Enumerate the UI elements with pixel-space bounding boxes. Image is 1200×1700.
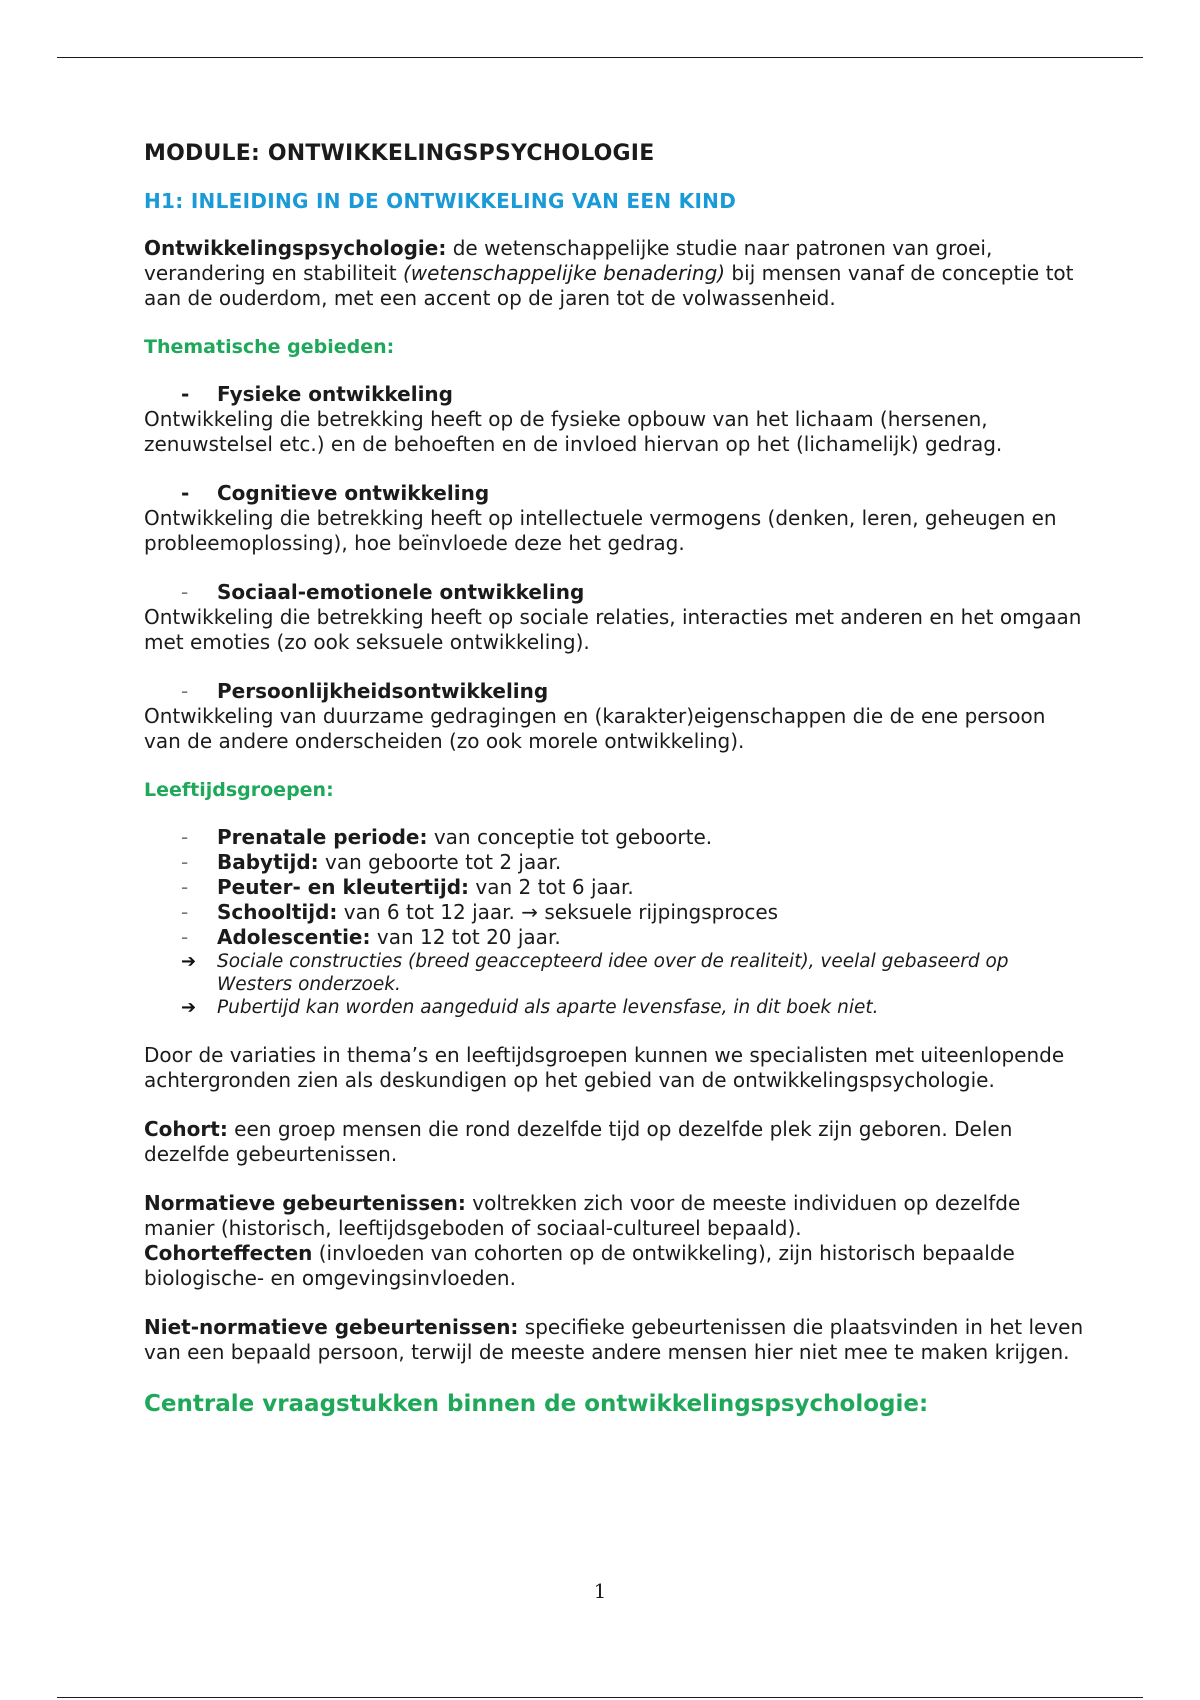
theme-title: Sociaal-emotionele ontwikkeling (217, 580, 585, 604)
central-questions-heading: Centrale vraagstukken binnen de ontwikkelingspsychologie: (144, 1391, 929, 1417)
arrow-icon: ➔ (181, 997, 197, 1018)
theme-item (144, 679, 1084, 754)
theme-title: Persoonlijkheidsontwikkeling (217, 679, 549, 703)
bullet-dash: - (181, 850, 189, 874)
cohort-term: Cohort: (144, 1117, 228, 1141)
definition-text-1: de wetenschappelijke studie naar patronen van groei, verandering en stabiliteit (144, 236, 993, 285)
document-body (144, 140, 1084, 1419)
list-item-note: ➔ Sociale constructies (breed geaccepteerd idee over de realiteit), veelal gebaseerd op Westers onderzoek. (144, 950, 1084, 996)
bullet-dash: - (181, 679, 189, 703)
age-group-list (144, 825, 1084, 1019)
ages-heading: Leeftijdsgroepen: (144, 779, 334, 801)
page-number: 1 (593, 1579, 607, 1603)
arrow-icon: ➔ (181, 951, 197, 972)
theme-description: Ontwikkeling die betrekking heeft op sociale relaties, interacties met anderen en het omgaan met emoties (zo ook seksuele ontwikkeling). (144, 605, 1082, 654)
chapter-heading: H1: INLEIDING IN DE ONTWIKKELING VAN EEN KIND (144, 189, 737, 213)
theme-title: Fysieke ontwikkeling (217, 382, 453, 406)
list-item-note: ➔ Pubertijd kan worden aangeduid als aparte levensfase, in dit boek niet. (144, 996, 1084, 1019)
theme-item (144, 580, 1084, 655)
header-rule (57, 57, 1143, 58)
theme-description: Ontwikkeling van duurzame gedragingen en (karakter)eigenschappen die de ene persoon van de andere onderscheiden (zo ook morele ontwikkeling). (144, 704, 1046, 753)
bullet-dash: - (181, 900, 189, 924)
list-item: - Prenatale periode: van conceptie tot geboorte. (144, 825, 1084, 850)
definition-term: Ontwikkelingspsychologie: (144, 236, 447, 260)
non-normative-term: Niet-normatieve gebeurtenissen: (144, 1315, 519, 1339)
definition-italic: (wetenschappelijke benadering) (402, 261, 726, 285)
bullet-dash: - (181, 825, 189, 849)
bullet-dash: - (181, 925, 189, 949)
themes-heading: Thematische gebieden: (144, 336, 395, 358)
normative-term: Normatieve gebeurtenissen: (144, 1191, 466, 1215)
bullet-dash: - (181, 875, 189, 899)
bullet-dash: - (181, 580, 189, 604)
normative-paragraph: Normatieve gebeurtenissen: voltrekken zich voor de meeste individuen op dezelfde manier (historisch, leeftijdsgeboden of sociaal-cultureel bepaald). (144, 1191, 1021, 1240)
footer-rule (57, 1697, 1143, 1698)
non-normative-paragraph: Niet-normatieve gebeurtenissen: specifieke gebeurtenissen die plaatsvinden in het leven van een bepaald persoon, terwijl de meeste andere mensen hier niet mee te maken krijgen. (144, 1315, 1084, 1364)
cohort-effects-term: Cohorteffecten (144, 1241, 313, 1265)
list-item: - Adolescentie: van 12 tot 20 jaar. (144, 925, 1084, 950)
theme-item (144, 382, 1084, 457)
bullet-dash: - (181, 382, 190, 406)
definition-paragraph (144, 236, 1084, 311)
cohort-paragraph: Cohort: een groep mensen die rond dezelfde tijd op dezelfde plek zijn geboren. Delen dezelfde gebeurtenissen. (144, 1117, 1013, 1166)
bullet-dash: - (181, 481, 190, 505)
theme-description: Ontwikkeling die betrekking heeft op intellectuele vermogens (denken, leren, geheugen en probleemoplossing), hoe beïnvloede deze het gedrag. (144, 506, 1057, 555)
list-item: - Babytijd: van geboorte tot 2 jaar. (144, 850, 1084, 875)
theme-item (144, 481, 1084, 556)
list-item: - Schooltijd: van 6 tot 12 jaar. → seksuele rijpingsproces (144, 900, 1084, 925)
theme-description: Ontwikkeling die betrekking heeft op de fysieke opbouw van het lichaam (hersenen, zenuwstelsel etc.) en de behoeften en de invloed hiervan op het (lichamelijk) gedrag. (144, 407, 1003, 456)
variations-paragraph: Door de variaties in thema’s en leeftijdsgroepen kunnen we specialisten met uiteenlopende achtergronden zien als deskundigen op het gebied van de ontwikkelingspsychologie. (144, 1043, 1065, 1092)
theme-title: Cognitieve ontwikkeling (217, 481, 490, 505)
list-item: - Peuter- en kleutertijd: van 2 tot 6 jaar. (144, 875, 1084, 900)
cohort-effects-paragraph: Cohorteffecten (invloeden van cohorten op de ontwikkeling), zijn historisch bepaalde biologische- en omgevingsinvloeden. (144, 1241, 1015, 1290)
module-title: MODULE: ONTWIKKELINGSPSYCHOLOGIE (144, 141, 655, 166)
definition-text-2: bij mensen vanaf de conceptie tot aan de ouderdom, met een accent op de jaren tot de volwassenheid. (144, 261, 1074, 310)
